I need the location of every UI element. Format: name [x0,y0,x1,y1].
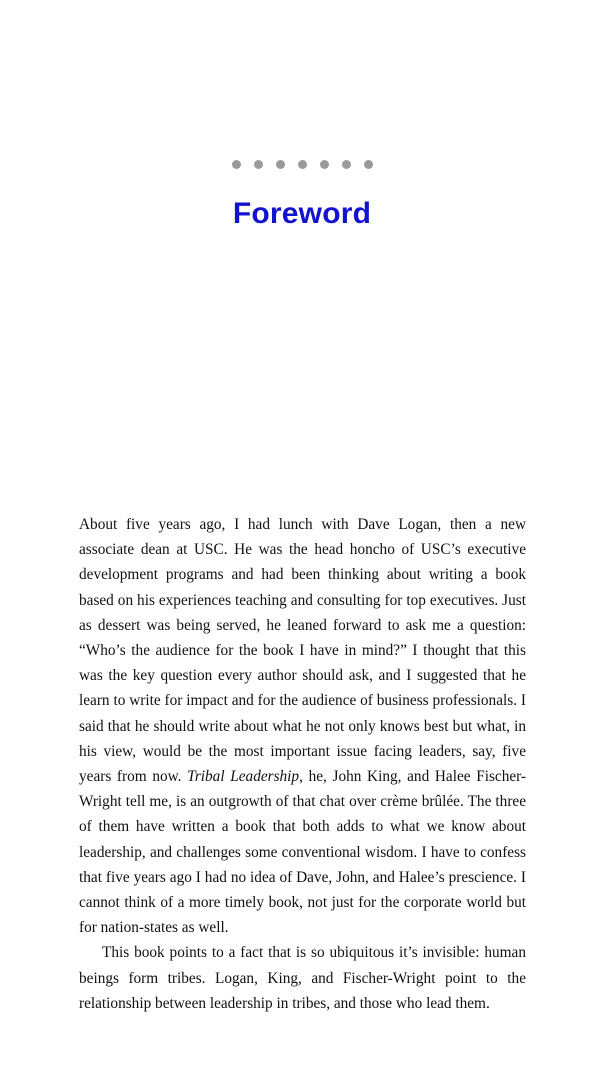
ornament-dot-icon [232,160,241,169]
paragraph: About five years ago, I had lunch with Dave Logan, then a new associate dean at USC. He was the head honcho of USC’s executive development programs and had been thinking about writing a book based on his experiences teaching and consulting for top executives. Just as dessert was being served, he leaned forward to ask me a question: “Who’s the audience for the book I have in mind?” I thought that this was the key question every author should ask, and I suggested that he learn to write for impact and for the audience of business professionals. I said that he should write about what he not only knows best but what, in his view, would be the most important issue facing leaders, say, five years from now. Tribal Leadership, he, John King, and Halee Fischer-Wright tell me, is an outgrowth of that chat over crème brûlée. The three of them have written a book that both adds to what we know about leadership, and challenges some conventional wisdom. I have to confess that five years ago I had no idea of Dave, John, and Halee’s prescience. I cannot think of a more timely book, not just for the corporate world but for nation-states as well. [79,516,527,937]
page-title: Foreword [232,197,372,230]
ornament-dot-icon [298,160,307,169]
italic-title: Tribal Leadership [187,768,300,786]
dot-ornament [0,160,604,169]
ornament-dot-icon [364,160,373,169]
ornament-dot-icon [254,160,263,169]
ornament-dot-icon [342,160,351,169]
body-text [79,512,526,1016]
ornament-dot-icon [320,160,329,169]
paragraph: This book points to a fact that is so ubiquitous it’s invisible: human beings form tribes. Logan, King, and Fischer-Wright point to the relationship between leadership in tribes, and those who lead them. [79,944,526,1012]
document-page [0,160,604,1074]
ornament-dot-icon [276,160,285,169]
